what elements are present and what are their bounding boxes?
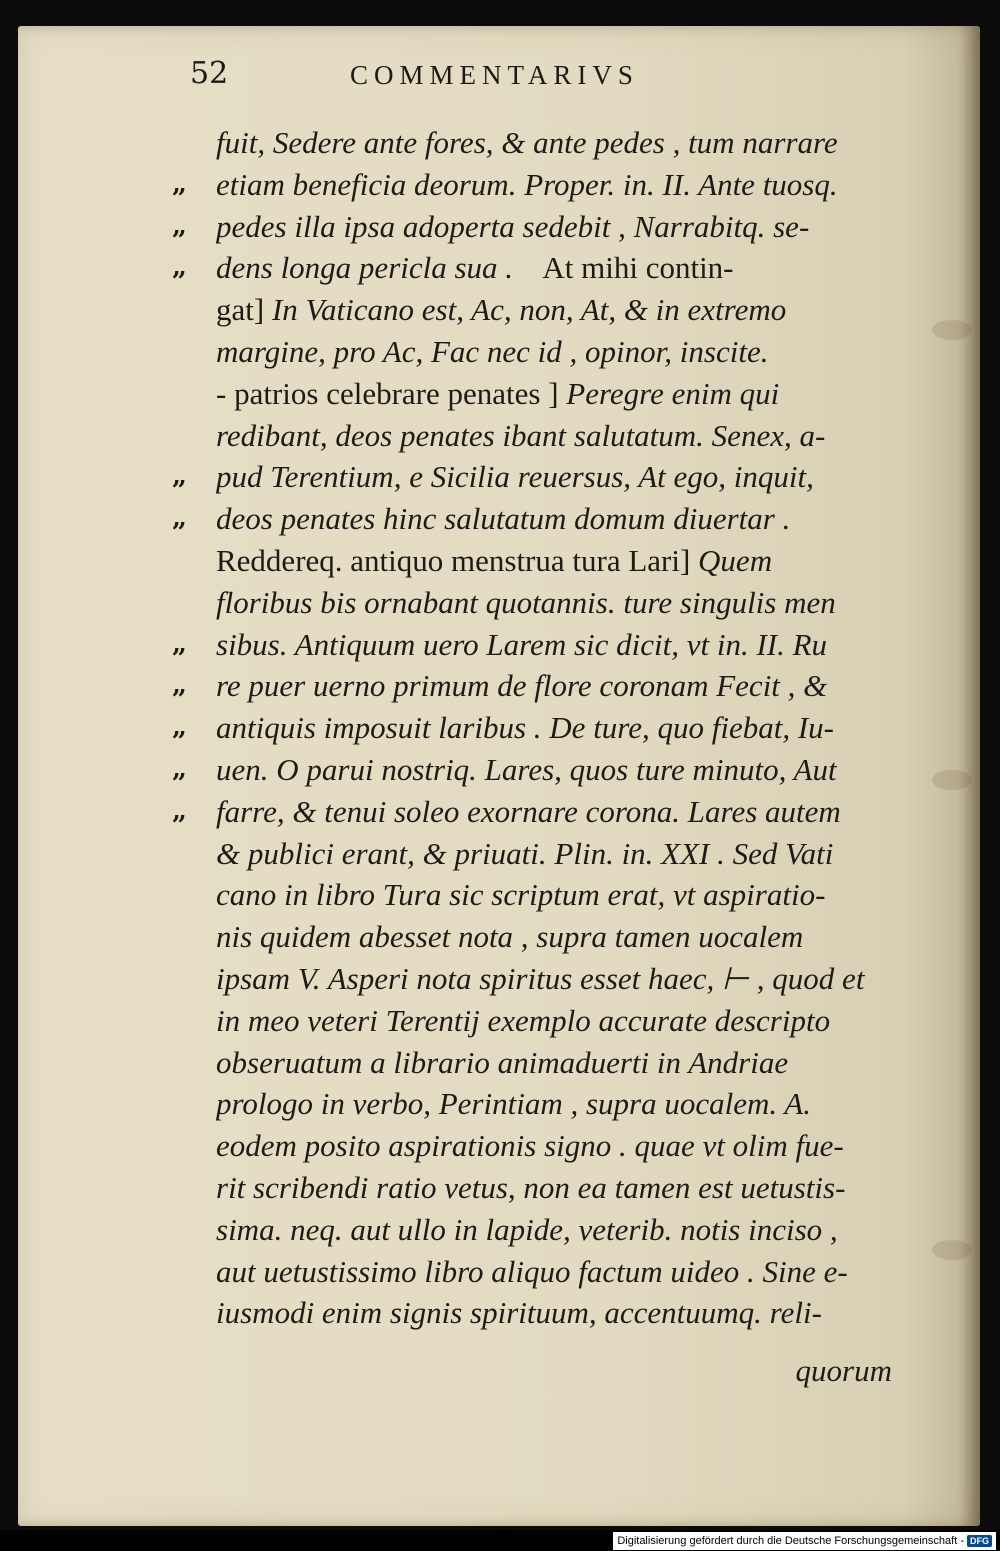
- italic-segment: farre, & tenui soleo exornare corona. Lares autem: [216, 793, 841, 829]
- italic-segment: Peregre enim qui: [566, 375, 780, 411]
- text-line: [0, 122, 1000, 164]
- line-text: [216, 373, 916, 416]
- text-line: [0, 1125, 1000, 1167]
- text-line: [0, 289, 1000, 331]
- line-text: [216, 1209, 916, 1252]
- italic-segment: pedes illa ipsa adoperta sedebit , Narrabitq. se-: [216, 208, 810, 244]
- text-line: [0, 1000, 1000, 1042]
- line-text: [216, 1292, 916, 1335]
- line-text: [216, 958, 916, 1001]
- roman-segment: Reddereq. antiquo menstrua tura Lari]: [216, 542, 699, 578]
- line-text: [216, 206, 916, 249]
- line-text: [216, 122, 916, 165]
- italic-segment: uen. O parui nostriq. Lares, quos ture minuto, Aut: [216, 751, 837, 787]
- quotation-marginal-mark: „: [172, 210, 189, 241]
- italic-segment: iusmodi enim signis spirituum, accentuumq. reli-: [216, 1295, 822, 1331]
- text-line: [0, 498, 1000, 540]
- digitization-credit: [613, 1532, 996, 1550]
- line-text: [216, 331, 916, 374]
- text-line: [0, 665, 1000, 707]
- italic-segment: sima. neq. aut ullo in lapide, veterib. notis inciso ,: [216, 1211, 838, 1247]
- italic-segment: redibant, deos penates ibant salutatum. Senex, a-: [216, 417, 826, 453]
- text-line: [0, 582, 1000, 624]
- italic-segment: floribus bis ornabant quotannis. ture singulis men: [216, 584, 836, 620]
- page-number: 52: [190, 56, 229, 91]
- italic-segment: eodem posito aspirationis signo . quae vt olim fue-: [216, 1128, 844, 1164]
- line-text: [216, 749, 916, 792]
- roman-segment: - patrios celebrare penates ]: [216, 375, 567, 411]
- line-text: [216, 456, 916, 499]
- line-text: [216, 1000, 916, 1043]
- text-line: [0, 373, 1000, 415]
- quotation-marginal-mark: „: [172, 670, 189, 701]
- line-text: [216, 916, 916, 959]
- dfg-logo: DFG: [967, 1535, 992, 1547]
- italic-segment: aut uetustissimo libro aliquo factum uideo . Sine e-: [216, 1253, 848, 1289]
- running-title: COMMENTARIVS: [350, 60, 639, 90]
- roman-segment: At mihi contin-: [513, 250, 734, 286]
- quotation-marginal-mark: „: [172, 252, 189, 283]
- italic-segment: fuit, Sedere ante fores, & ante pedes , tum narrare: [216, 125, 838, 160]
- italic-segment: etiam beneficia deorum. Proper. in. II. Ante tuosq.: [216, 166, 838, 202]
- italic-segment: prologo in verbo, Perintiam , supra uocalem. A.: [216, 1086, 811, 1122]
- line-text: [216, 415, 916, 458]
- catchword: quorum: [795, 1353, 892, 1388]
- line-text: [216, 1251, 916, 1294]
- text-line: [0, 874, 1000, 916]
- italic-segment: pud Terentium, e Sicilia reuersus, At ego, inquit,: [216, 459, 814, 495]
- line-text: [216, 498, 916, 541]
- line-text: [216, 791, 916, 834]
- italic-segment: cano in libro Tura sic scriptum erat, vt aspiratio-: [216, 877, 826, 913]
- line-text: [216, 540, 916, 583]
- line-text: [216, 1125, 916, 1168]
- line-text: [216, 624, 916, 667]
- line-text: [216, 874, 916, 917]
- text-line: [0, 540, 1000, 582]
- quotation-marginal-mark: „: [172, 168, 189, 199]
- italic-segment: antiquis imposuit laribus . De ture, quo fiebat, Iu-: [216, 710, 834, 746]
- text-line: [0, 791, 1000, 833]
- text-line: [0, 164, 1000, 206]
- text-line: [0, 916, 1000, 958]
- text-line: [0, 1292, 1000, 1334]
- line-text: [216, 582, 916, 625]
- text-line: [0, 624, 1000, 666]
- italic-segment: deos penates hinc salutatum domum diuertar .: [216, 501, 791, 537]
- italic-segment: In Vaticano est, Ac, non, At, & in extremo: [271, 292, 787, 328]
- italic-segment: Quem: [698, 542, 773, 578]
- text-line: [0, 1209, 1000, 1251]
- italic-segment: obseruatum a librario animaduerti in Andriae: [216, 1044, 789, 1080]
- quotation-marginal-mark: „: [172, 795, 189, 826]
- quotation-marginal-mark: „: [172, 461, 189, 492]
- italic-segment: margine, pro Ac, Fac nec id , opinor, inscite.: [216, 333, 769, 369]
- text-line: [0, 456, 1000, 498]
- text-line: [0, 958, 1000, 1000]
- line-text: [216, 164, 916, 207]
- quotation-marginal-mark: „: [172, 503, 189, 534]
- italic-segment: sibus. Antiquum uero Larem sic dicit, vt in. II. Ru: [216, 626, 828, 662]
- text-line: [0, 1167, 1000, 1209]
- text-line: [0, 1042, 1000, 1084]
- italic-segment: in meo veteri Terentij exemplo accurate descripto: [216, 1002, 831, 1038]
- page-header: [190, 56, 910, 96]
- text-line: [0, 707, 1000, 749]
- italic-segment: ipsam V. Asperi nota spiritus esset haec, ⊢ , quod et: [216, 960, 865, 996]
- line-text: [216, 247, 916, 290]
- quotation-marginal-mark: „: [172, 628, 189, 659]
- line-text: [216, 289, 916, 332]
- line-text: [216, 1167, 916, 1210]
- text-line: [0, 206, 1000, 248]
- text-line: [0, 1083, 1000, 1125]
- line-text: [216, 665, 916, 708]
- italic-segment: dens longa pericla sua .: [216, 250, 514, 286]
- quotation-marginal-mark: „: [172, 712, 189, 743]
- catchword-line: [0, 1350, 1000, 1392]
- line-text: [216, 707, 916, 750]
- line-text: [216, 833, 916, 876]
- text-line: [0, 833, 1000, 875]
- text-line: [0, 247, 1000, 289]
- text-line: [0, 1251, 1000, 1293]
- italic-segment: nis quidem abesset nota , supra tamen uocalem: [216, 919, 804, 955]
- text-line: [0, 415, 1000, 457]
- italic-segment: rit scribendi ratio vetus, non ea tamen est uetustis-: [216, 1169, 846, 1205]
- italic-segment: & publici erant, & priuati. Plin. in. XXI . Sed Vati: [216, 835, 834, 871]
- text-line: [0, 331, 1000, 373]
- text-line: [0, 749, 1000, 791]
- quotation-marginal-mark: „: [172, 753, 189, 784]
- line-text: [216, 1042, 916, 1085]
- roman-segment: gat]: [216, 292, 272, 328]
- italic-segment: re puer uerno primum de flore coronam Fecit , &: [216, 668, 828, 704]
- page-body: [0, 122, 1000, 1334]
- credit-text: Digitalisierung gefördert durch die Deutsche Forschungsgemeinschaft -: [617, 1535, 964, 1547]
- line-text: [216, 1083, 916, 1126]
